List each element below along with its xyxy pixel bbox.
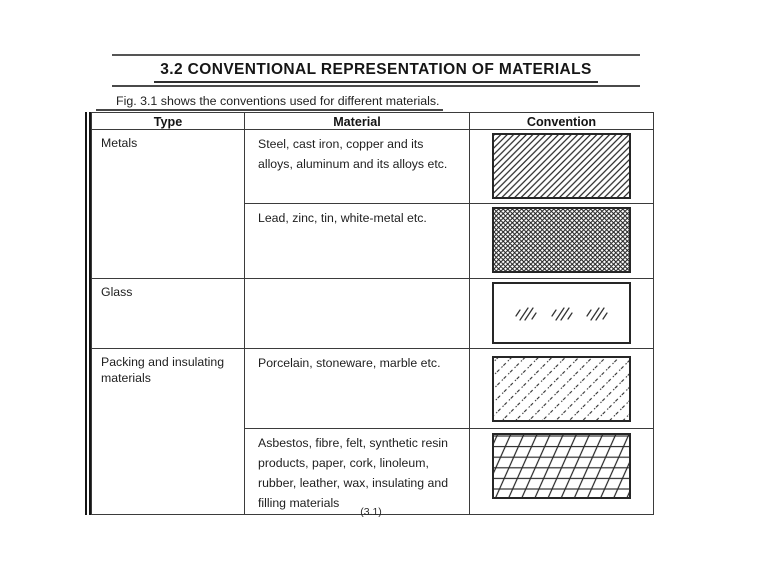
section-title-banner: [112, 54, 640, 87]
diagonal-with-horizontal-hatch-icon: [494, 435, 629, 497]
material-cell-asbestos: Asbestos, fibre, felt, synthetic resin products, paper, cork, linoleum, rubber, leather, wax, insulating and filling materials: [245, 429, 470, 515]
convention-swatch-diagonal-hatch: [492, 133, 631, 199]
convention-cell: [470, 349, 654, 429]
convention-cell: [470, 279, 654, 349]
table-header-row: [92, 113, 654, 130]
convention-swatch-glass: [492, 282, 631, 344]
materials-convention-table: [91, 112, 654, 515]
material-cell-lead: Lead, zinc, tin, white-metal etc.: [245, 204, 470, 279]
convention-swatch-diagonal-horizontal: [492, 433, 631, 499]
convention-cell: [470, 204, 654, 279]
material-cell-steel: Steel, cast iron, copper and its alloys, aluminum and its alloys etc.: [245, 130, 470, 204]
convention-cell: [470, 429, 654, 515]
cross-hatch-icon: [494, 209, 629, 271]
figure-number-caption: (3.1): [360, 506, 382, 518]
column-header-type: Type: [92, 113, 245, 130]
glass-strokes-icon: [494, 284, 629, 342]
table-row: [92, 279, 654, 349]
figure-intro-text: Fig. 3.1 shows the conventions used for different materials.: [96, 94, 443, 111]
material-cell-porcelain: Porcelain, stoneware, marble etc.: [245, 349, 470, 429]
diagonal-hatch-icon: [494, 135, 629, 197]
table-row: [92, 349, 654, 429]
type-cell-metals: Metals: [92, 130, 245, 279]
material-cell-empty: [245, 279, 470, 349]
type-cell-packing: Packing and insulating materials: [92, 349, 245, 515]
materials-table-wrapper: [85, 112, 654, 515]
section-title: 3.2 CONVENTIONAL REPRESENTATION OF MATERIALS: [154, 61, 598, 83]
type-cell-glass: Glass: [92, 279, 245, 349]
convention-cell: [470, 130, 654, 204]
table-row: [92, 130, 654, 204]
column-header-convention: Convention: [470, 113, 654, 130]
convention-swatch-cross-hatch: [492, 207, 631, 273]
convention-swatch-dashed-diagonal: [492, 356, 631, 422]
column-header-material: Material: [245, 113, 470, 130]
dashed-diagonal-hatch-icon: [494, 358, 629, 420]
